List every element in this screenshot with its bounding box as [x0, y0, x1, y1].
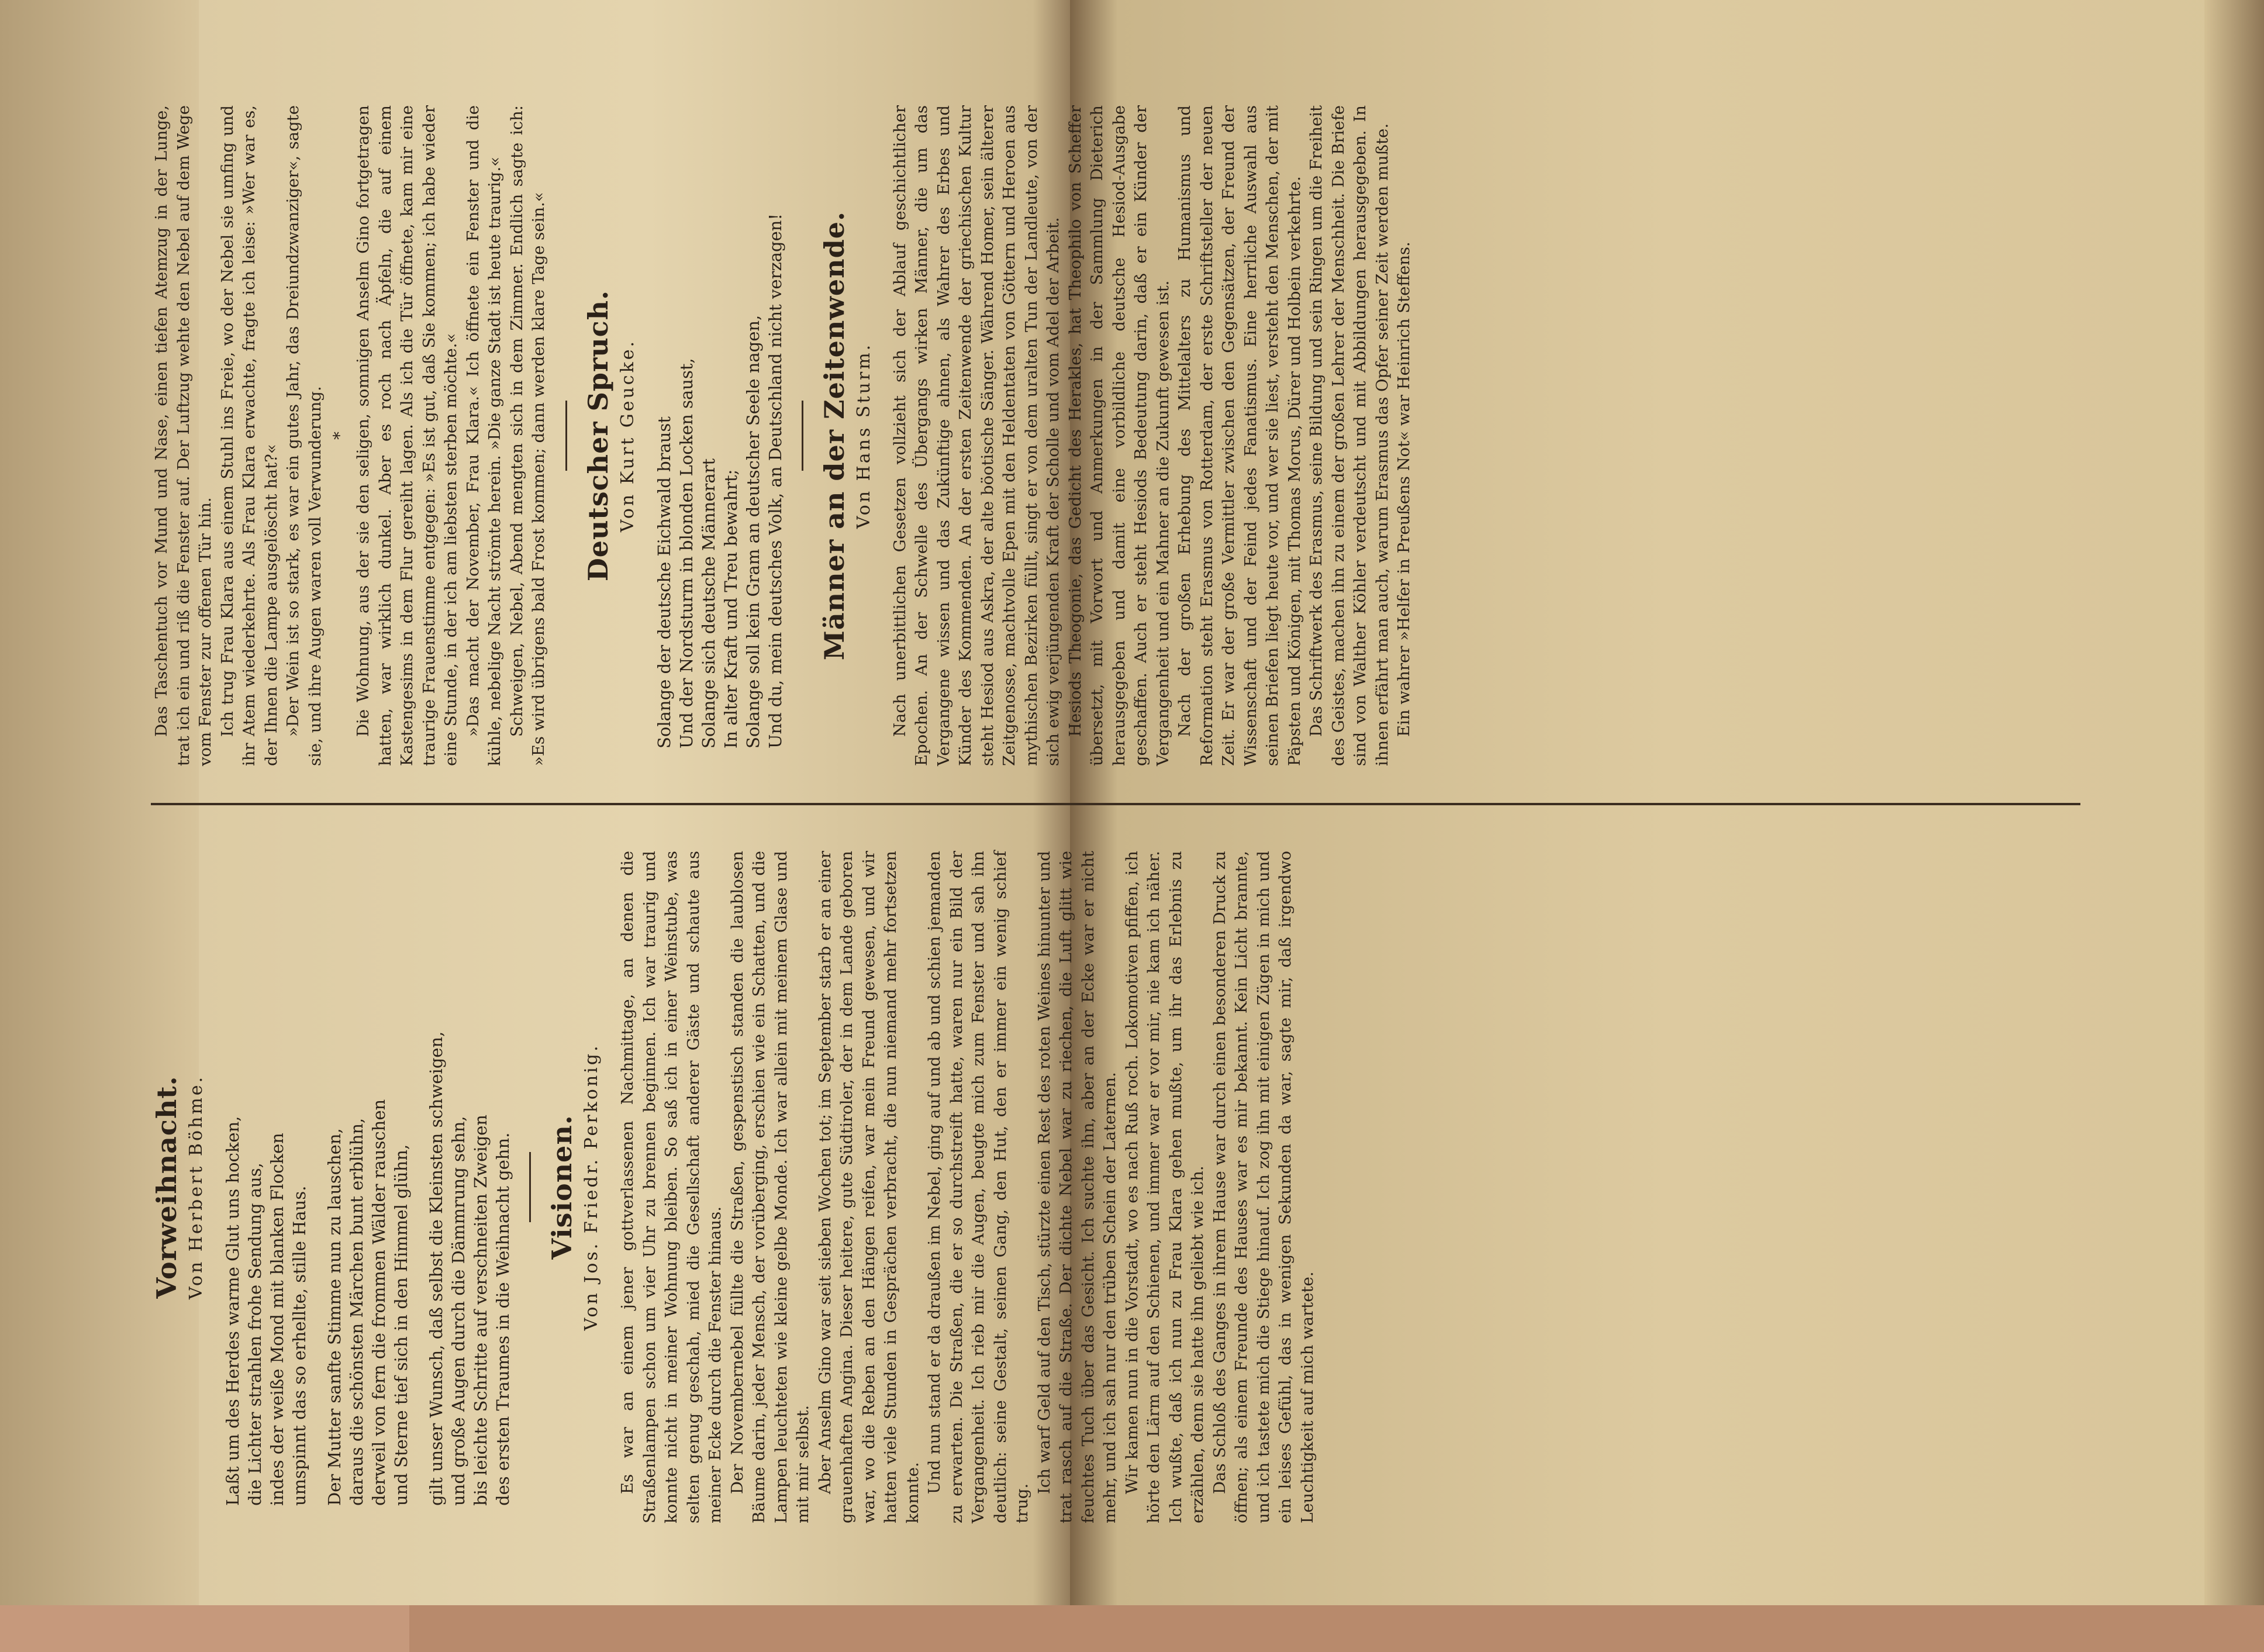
poem-line: bis leichte Schritte auf verschneiten Zweigen [471, 1115, 491, 1506]
poem-line: derweil von fern die frommen Wälder rauschen [369, 1099, 389, 1506]
story-paragraph: Das Schloß des Ganges in ihrem Hause war durch einen besonderen Druck zu öffnen; als einem Freunde des Hauses war es mir bekannt. Kein Licht brannte, und ich tastete mich die Stiege hinauf. Ich zog ihn mit einigen Zügen in mich und ein leises Gefühl, das in wenigen Sekunden da war, sagte mir, daß irgendwo Leuchtigkeit auf mich wartete. [1210, 851, 1317, 1523]
poem-title: Vorweihnacht. [151, 1075, 182, 1299]
story-paragraph: Ich trug Frau Klara aus einem Stuhl ins Freie, wo der Nebel sie umfing und ihr Atem wiederkehrte. Als Frau Klara erwachte, fragte ich leise: »Wer war es, der Ihnen die Lampe ausgelöscht hat?« [218, 105, 281, 766]
story-paragraph: Wir kamen nun in die Vorstadt, wo es nach Ruß roch. Lokomotiven pfiffen, ich hörte den Lärm auf den Schienen, und immer war er vor mir, nie kam ich näher. Ich wußte, daß ich nun zu Frau Klara gehen mußte, um ihr das Erlebnis zu erzählen, denn sie hatte ihn geliebt wie ich. [1122, 851, 1207, 1523]
poem-line: gilt unser Wunsch, daß selbst die Kleinsten schweigen, [426, 1031, 446, 1506]
poem-line: und Sterne tief sich in den Himmel glühn, [391, 1144, 411, 1506]
section-star: * [330, 432, 349, 440]
poem-line: Laßt um des Herdes warme Glut uns hocken, [223, 1116, 243, 1506]
column-right-page [151, 105, 1416, 766]
section-rule [565, 401, 567, 471]
thumb-shadow [0, 1605, 409, 1652]
story-author: Von Jos. Friedr. Perkonig. [581, 1043, 602, 1331]
poem-stanza [222, 851, 310, 1506]
poem-line: Solange soll kein Gram an deutscher Seele nagen, [743, 315, 763, 749]
poem-line: des ersten Traumes in die Weihnacht gehn. [493, 1132, 513, 1506]
section-rule [529, 1152, 531, 1222]
essay-title: Männer an der Zeitenwende. [818, 211, 850, 661]
column-left-page [151, 851, 1319, 1523]
story-paragraph: Und nun stand er da draußen im Nebel, ging auf und ab und schien jemanden zu erwarten. Die Straßen, die er so durchstreift hatte, waren nur ein Bild der Vergangenheit. Ich rieb mir die Augen, beugte mich zum Fenster und sah ihn deutlich: seine Gestalt, seinen Gang, den Hut, den er immer ein wenig schief trug. [925, 851, 1031, 1523]
essay-paragraph: Nach unerbittlichen Gesetzen vollzieht sich der Ablauf geschichtlicher Epochen. An der Schwelle des Übergangs wirken Männer, die um das Vergangene wissen und das Zukünftige ahnen, als Wahrer des Erbes und Künder des Kommenden. An der ersten Zeitenwende der griechischen Kultur steht Hesiod aus Askra, der alte böotische Sänger. Während Homer, sein älterer Zeitgenosse, machtvolle Epen mit den Heldentaten von Göttern und Heroen aus mythischen Bezirken füllt, singt er von dem uralten Tun der Landleute, von der sich ewig verjüngenden Kraft der Scholle und vom Adel der Arbeit. [890, 105, 1062, 766]
poem-line: die Lichter strahlen frohe Sendung aus, [245, 1163, 265, 1506]
essay-author: Von Hans Sturm. [853, 342, 874, 529]
poem-stanza [425, 851, 514, 1506]
poem-line: Und du, mein deutsches Volk, an Deutschland nicht verzagen! [765, 213, 785, 749]
poem-line: indes der weiße Mond mit blanken Flocken [267, 1133, 287, 1506]
poem-line: In alter Kraft und Treu bewahrt; [720, 469, 741, 749]
poem-line: daraus die schönsten Märchen bunt erblühn, [347, 1118, 367, 1506]
poem-line: umspinnt das so erhellte, stille Haus. [289, 1185, 309, 1506]
rotated-page-content [151, 91, 2139, 1523]
page-edge-right [2204, 0, 2264, 1605]
spruch-stanza [653, 105, 786, 749]
column-divider [151, 803, 2080, 805]
story-paragraph: »Das macht der November, Frau Klara.« Ich öffnete ein Fenster und die kühle, nebelige Nacht strömte herein. »Die ganze Stadt ist heute traurig.« [463, 105, 504, 766]
poem-line: Solange der deutsche Eichwald braust [654, 416, 674, 749]
section-rule [802, 401, 803, 471]
story-paragraph: »Der Wein ist so stark, es war ein gutes Jahr, das Dreiundzwanziger«, sagte sie, und ihre Augen waren voll Verwunderung. [284, 105, 325, 766]
spruch-author: Von Kurt Geucke. [617, 339, 638, 533]
story-title: Visionen. [546, 1115, 578, 1260]
essay-paragraph: Ein wahrer »Helfer in Preußens Not« war Heinrich Steffens. [1395, 242, 1413, 737]
story-paragraph: Die Wohnung, aus der sie den seligen, somnigen Anselm Gino fortgetragen hatten, war wirklich dunkel. Aber es roch nach Äpfeln, die auf einem Kastengesims in dem Flur gereiht lagen. Als ich die Tür öffnete, kam mir eine traurige Frauenstimme entgegen: »Es ist gut, daß Sie kommen; ich habe wieder eine Stunde, in der ich am liebsten sterben möchte.« [354, 105, 460, 766]
story-paragraph: Schweigen, Nebel, Abend mengten sich in dem Zimmer. Endlich sagte ich: »Es wird übrigens bald Frost kommen; dann werden klare Tage sein.« [507, 105, 548, 766]
essay-paragraph: Nach der großen Erhebung des Mittelalters zu Humanismus und Reformation steht Erasmus von Rotterdam, der erste Schriftsteller der neuen Zeit. Er war der große Vermittler zwischen den Gegensätzen, der Freund der Wissenschaft und der Feind jedes Fanatismus. Eine herrliche Auswahl aus seinen Briefen liegt heute vor, und wer sie liest, versteht den Menschen, der mit Päpsten und Königen, mit Thomas Morus, Dürer und Holbein verkehrte. [1175, 105, 1304, 766]
story-paragraph: Der Novembernebel füllte die Straßen, gespenstisch standen die laublosen Bäume darin, jeder Mensch, der vorüberging, erschien wie ein Schatten, und die Lampen leuchteten wie kleine gelbe Monde. Ich war allein mit meinem Glase und mit mir selbst. [727, 851, 812, 1523]
poem-line: Und der Nordsturm in blonden Locken saust, [676, 358, 696, 749]
poem-stanza [323, 851, 412, 1506]
story-paragraph: Ich warf Geld auf den Tisch, stürzte einen Rest des roten Weines hinunter und trat rasch auf die Straße. Der dichte Nebel war zu riechen, die Luft glitt wie feuchtes Tuch über das Gesicht. Ich suchte ihn, aber an der Ecke war er nicht mehr, und ich sah nur den trüben Schein der Laternen. [1034, 851, 1119, 1523]
poem-line: und große Augen durch die Dämmrung sehn, [448, 1116, 468, 1506]
spruch-title: Deutscher Spruch. [582, 289, 614, 582]
essay-paragraph: Das Schriftwerk des Erasmus, seine Bildung und sein Ringen um die Freiheit des Geistes, machen ihn zu einem der großen Lehrer der Menschheit. Die Briefe sind von Walther Köhler verdeutscht und mit Abbildungen herausgegeben. In ihnen erfährt man auch, warum Erasmus das Opfer seiner Zeit werden mußte. [1307, 105, 1392, 766]
story-paragraph: Das Taschentuch vor Mund und Nase, einen tiefen Atemzug in der Lunge, trat ich ein und riß die Fenster auf. Der Luftzug wehte den Nebel auf dem Wege vom Fenster zur offenen Tür hin. [152, 105, 215, 766]
poem-author: Von Herbert Böhme. [186, 1074, 206, 1300]
poem-line: Solange sich deutsche Männerart [698, 458, 719, 749]
story-paragraph: Es war an einem jener gottverlassenen Nachmittage, an denen die Straßenlampen schon um vier Uhr zu brennen beginnen. Ich war traurig und konnte nicht in meiner Wohnung bleiben. So saß ich in einer Weinstube, was selten genug geschah, mied die Gesellschaft anderer Gäste und schaute aus meiner Ecke durch die Fenster hinaus. [618, 851, 724, 1523]
story-paragraph: Aber Anselm Gino war seit sieben Wochen tot; im September starb er an einer grauenhaften Angina. Dieser heitere, gute Südtiroler, der in dem Lande geboren war, wo die Reben an den Hängen reifen, war mein Freund gewesen, und wir hatten viele Stunden in Gesprächen verbracht, die nun niemand mehr fortsetzen konnte. [815, 851, 922, 1523]
poem-line: Der Mutter sanfte Stimme nun zu lauschen, [325, 1128, 344, 1506]
essay-paragraph: Hesiods Theogonie, das Gedicht des Herakles, hat Theophilo von Scheffer übersetzt, mit Vorwort und Anmerkungen in der Sammlung Dieterich herausgegeben und damit eine vorbildliche deutsche Hesiod-Ausgabe geschaffen. Auch er steht Hesiods Bedeutung darin, daß er ein Künder der Vergangenheit und ein Mahner an die Zukunft gewesen ist. [1065, 105, 1172, 766]
